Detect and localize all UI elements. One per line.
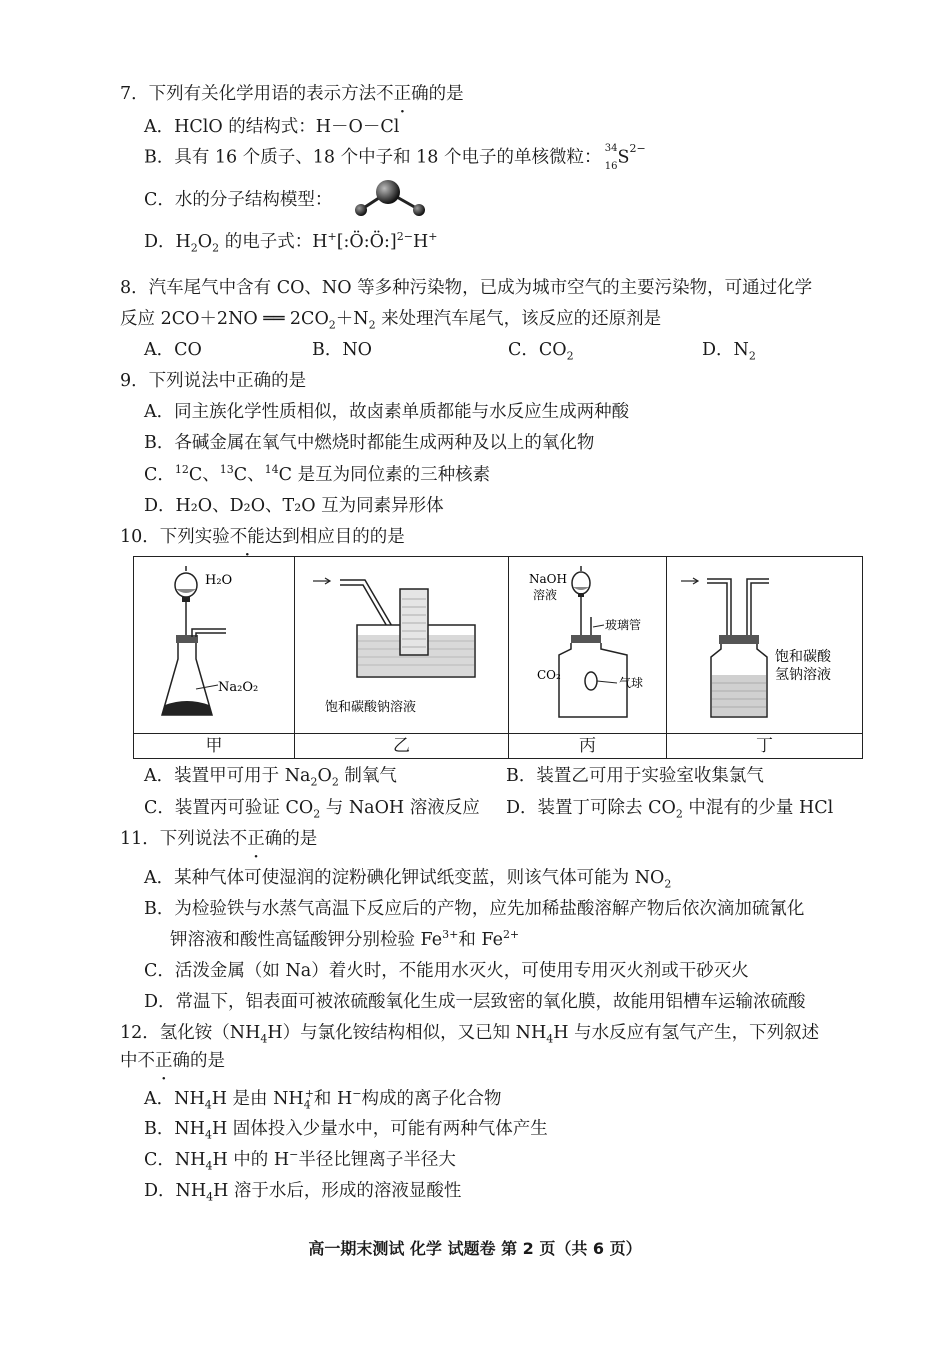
- q8-stem-line2: 反应 2CO＋2NO ══ $2CO_2+N_2$ 来处理汽车尾气，该反应的还原剂是: [120, 309, 662, 332]
- q7-option-d: D．$H_2O_2$ 的电子式：H+[:Ö:Ö:]$^{2-}$H+: [144, 230, 438, 255]
- q12-option-a: A．$NH_4H$ 是由 $NH_4^+$和 H−构成的离子化合物: [144, 1087, 502, 1112]
- apparatus-jia: [134, 557, 295, 733]
- q12-option-c: C．$NH_4H$ 中的 H−半径比锂离子半径大: [144, 1148, 456, 1173]
- svg-text:气球: 气球: [619, 676, 644, 690]
- svg-text:氢钠溶液: 氢钠溶液: [775, 667, 831, 683]
- wash-bottle-diagram: [667, 557, 864, 733]
- q9-option-c: C．$^{12}$C、$^{13}$C、$^{14}$C 是互为同位素的三种核素: [144, 463, 491, 485]
- q8-option-a: A．CO: [144, 340, 202, 360]
- svg-text:CO₂: CO₂: [537, 668, 561, 682]
- q10-option-c: C．装置丙可验证 $CO_2$ 与 NaOH 溶液反应: [144, 798, 480, 821]
- q11-option-a: A．某种气体可使湿润的淀粉碘化钾试纸变蓝，则该气体可能为 $NO_2$: [144, 868, 672, 891]
- q7-option-a: A．HClO 的结构式：H－O－Cl: [144, 117, 400, 137]
- trough-apparatus-diagram: [295, 557, 509, 733]
- q10-stem: 10．下列实验不能达到相应目的的是: [120, 527, 405, 547]
- apparatus-ding: [667, 557, 864, 733]
- caption-yi: 乙: [295, 733, 509, 758]
- q9-stem: 9．下列说法中正确的是: [120, 371, 307, 391]
- bottle-balloon-diagram: [509, 557, 667, 733]
- q12-option-d: D．$NH_4H$ 溶于水后，形成的溶液显酸性: [144, 1181, 462, 1204]
- svg-text:Na₂O₂: Na₂O₂: [218, 680, 259, 695]
- q7-stem: 7．下列有关化学用语的表示方法不正确的是: [120, 84, 464, 104]
- caption-bing: 丙: [509, 733, 667, 758]
- q9-option-d: D．H₂O、D₂O、T₂O 互为同素异形体: [144, 496, 444, 516]
- q7-option-b: B．具有 16 个质子、18 个中子和 18 个电子的单核微粒： 34 16 $S^{2-}$: [144, 141, 646, 172]
- q10-option-b: B．装置乙可用于实验室收集氯气: [506, 766, 764, 786]
- q9-option-a: A．同主族化学性质相似，故卤素单质都能与水反应生成两种酸: [144, 402, 630, 422]
- q9-option-b: B．各碱金属在氧气中燃烧时都能生成两种及以上的氧化物: [144, 433, 595, 453]
- svg-text:NaOH: NaOH: [529, 572, 567, 586]
- svg-text:饱和碳酸钠溶液: 饱和碳酸钠溶液: [325, 700, 417, 715]
- q8-option-c: C．$CO_2$: [508, 340, 574, 363]
- q7-option-c: C．水的分子结构模型：: [144, 190, 333, 210]
- svg-text:饱和碳酸: 饱和碳酸: [775, 649, 831, 665]
- q12-option-b: B．$NH_4H$ 固体投入少量水中，可能有两种气体产生: [144, 1119, 548, 1142]
- q11-option-b: B．为检验铁与水蒸气高温下反应后的产物，应先加稀盐酸溶解产物后依次滴加硫氰化: [144, 899, 805, 919]
- q11-option-c: C．活泼金属（如 Na）着火时，不能用水灭火，可使用专用灭火剂或干砂灭火: [144, 961, 749, 981]
- apparatus-table: [133, 556, 863, 759]
- page-footer: 高一期末测试 化学 试题卷 第 2 页（共 6 页）: [308, 1239, 642, 1258]
- svg-text:H₂O: H₂O: [205, 573, 233, 588]
- q10-option-d: D．装置丁可除去 $CO_2$ 中混有的少量 HCl: [506, 798, 834, 821]
- q8-option-d: D．$N_2$: [702, 340, 756, 363]
- q11-stem: 11．下列说法不正确的是: [120, 829, 318, 849]
- caption-ding: 丁: [667, 733, 862, 758]
- q11-option-b-cont: 钾溶液和酸性高锰酸钾分别检验 $Fe^{3+}$和 $Fe^{2+}$: [170, 928, 520, 950]
- svg-text:玻璃管: 玻璃管: [605, 618, 642, 632]
- apparatus-bing: [509, 557, 667, 733]
- flask-apparatus-diagram: [134, 557, 294, 733]
- q8-option-b: B．NO: [312, 340, 373, 360]
- water-molecule-model: [350, 176, 432, 220]
- q8-stem-line1: 8．汽车尾气中含有 CO、NO 等多种污染物，已成为城市空气的主要污染物，可通过化学: [120, 278, 813, 298]
- apparatus-yi: [295, 557, 509, 733]
- svg-text:溶液: 溶液: [533, 588, 558, 602]
- q12-stem-line1: 12．氢化铵$(NH_4H)$与氯化铵结构相似，又已知 $NH_4H$ 与水反应有氢气产生，下列叙述: [120, 1023, 820, 1046]
- q11-option-d: D．常温下，铝表面可被浓硫酸氧化生成一层致密的氧化膜，故能用铝槽车运输浓硫酸: [144, 992, 806, 1012]
- caption-jia: 甲: [134, 733, 295, 758]
- q12-stem-line2: 中不正确的是: [120, 1051, 225, 1071]
- q10-option-a: A．装置甲可用于 $Na_2O_2$ 制氧气: [144, 766, 397, 789]
- isotope-notation: 34 16: [604, 143, 618, 172]
